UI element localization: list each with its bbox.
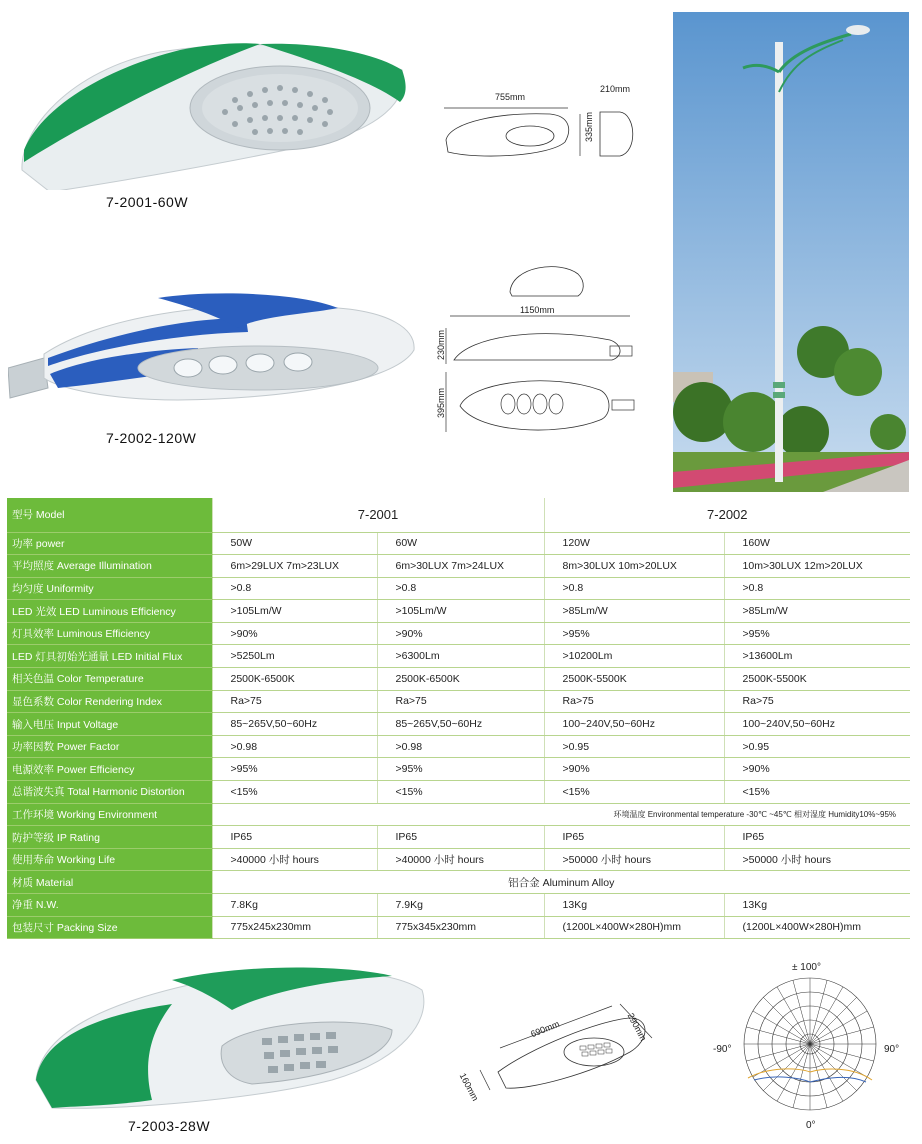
spec-value-7-2001-60w: Ra>75	[377, 690, 544, 713]
dim-p1-width: 210mm	[600, 84, 631, 94]
spec-value-7-2001-50w: 775x245x230mm	[212, 916, 377, 939]
spec-row-label: 总谐波失真 Total Harmonic Distortion	[7, 781, 212, 804]
dim-p2-height: 230mm	[436, 330, 446, 361]
spec-value-7-2002-160w: >50000 小时 hours	[724, 848, 910, 871]
header-group-7-2001: 7-2001	[212, 498, 544, 532]
dim-p1-height: 335mm	[584, 112, 594, 143]
spec-value-7-2002-120w: >90%	[544, 758, 724, 781]
spec-value-7-2002-160w: 2500K-5500K	[724, 668, 910, 691]
spec-value-7-2001-50w: >0.8	[212, 577, 377, 600]
header-group-7-2002: 7-2002	[544, 498, 910, 532]
spec-row	[7, 781, 910, 804]
caption-7-2002: 7-2002-120W	[106, 430, 197, 446]
dimension-drawing-7-2001	[440, 100, 640, 170]
spec-value-7-2002-160w: 100~240V,50~60Hz	[724, 713, 910, 736]
spec-row-label: 均匀度 Uniformity	[7, 577, 212, 600]
spec-value-7-2001-50w: >95%	[212, 758, 377, 781]
spec-value-7-2001-60w: 6m>30LUX 7m>24LUX	[377, 555, 544, 578]
spec-value-7-2001-60w: >90%	[377, 622, 544, 645]
header-label: 型号 Model	[7, 498, 212, 532]
spec-value-7-2001-50w: <15%	[212, 781, 377, 804]
spec-row-label: 相关色温 Color Temperature	[7, 668, 212, 691]
polar-light-distribution	[740, 968, 880, 1124]
dimension-drawing-7-2002	[440, 256, 640, 436]
dim-p1-length: 755mm	[495, 92, 526, 102]
spec-row-label: 平均照度 Average Illumination	[7, 555, 212, 578]
spec-row	[7, 848, 910, 871]
spec-row-label: 显色系数 Color Rendering Index	[7, 690, 212, 713]
spec-row	[7, 622, 910, 645]
spec-value-7-2001-50w: >0.98	[212, 735, 377, 758]
spec-value-7-2002-120w: >50000 小时 hours	[544, 848, 724, 871]
lamp-photo-7-2002	[8, 288, 418, 408]
spec-row	[7, 645, 910, 668]
dim-p3-length: 690mm	[529, 1018, 561, 1040]
spec-row	[7, 871, 910, 894]
spec-value-7-2002-120w: <15%	[544, 781, 724, 804]
spec-value-7-2002-160w: 13Kg	[724, 894, 910, 917]
spec-value-7-2002-160w: >13600Lm	[724, 645, 910, 668]
spec-value-7-2002-120w: >95%	[544, 622, 724, 645]
spec-row-label: 防护等级 IP Rating	[7, 826, 212, 849]
spec-value-7-2001-50w: >5250Lm	[212, 645, 377, 668]
spec-row-label: 材质 Material	[7, 871, 212, 894]
spec-value-7-2002-120w: >0.8	[544, 577, 724, 600]
polar-label-right: 90°	[884, 1044, 900, 1055]
spec-row	[7, 555, 910, 578]
spec-value-7-2001-60w: 60W	[377, 532, 544, 555]
spec-value-7-2002-120w: (1200L×400W×280H)mm	[544, 916, 724, 939]
spec-value-7-2001-60w: 2500K-6500K	[377, 668, 544, 691]
spec-value-7-2002-120w: >10200Lm	[544, 645, 724, 668]
spec-value-7-2001-50w: Ra>75	[212, 690, 377, 713]
spec-row-label: 电源效率 Power Efficiency	[7, 758, 212, 781]
spec-row-label: 使用寿命 Working Life	[7, 848, 212, 871]
spec-value-7-2001-50w: 85~265V,50~60Hz	[212, 713, 377, 736]
spec-value-7-2002-160w: >90%	[724, 758, 910, 781]
spec-value-7-2002-160w: >0.8	[724, 577, 910, 600]
spec-value-7-2001-50w: 6m>29LUX 7m>23LUX	[212, 555, 377, 578]
caption-7-2001: 7-2001-60W	[106, 194, 189, 210]
spec-value-7-2001-60w: >40000 小时 hours	[377, 848, 544, 871]
spec-row-label: 灯具效率 Luminous Efficiency	[7, 622, 212, 645]
spec-value-7-2001-60w: >0.98	[377, 735, 544, 758]
spec-value-7-2001-60w: 775x345x230mm	[377, 916, 544, 939]
spec-row-value-all: 环境温度 Environmental temperature -30℃ ~45℃ 相对湿度 Humidity10%~95%	[212, 803, 910, 826]
spec-row	[7, 577, 910, 600]
spec-value-7-2001-60w: IP65	[377, 826, 544, 849]
spec-value-7-2002-120w: Ra>75	[544, 690, 724, 713]
spec-row	[7, 690, 910, 713]
spec-row-label: LED 灯具初始光通量 LED Initial Flux	[7, 645, 212, 668]
spec-value-7-2001-50w: >105Lm/W	[212, 600, 377, 623]
spec-value-7-2001-50w: >90%	[212, 622, 377, 645]
spec-row-label: 工作环境 Working Environment	[7, 803, 212, 826]
spec-value-7-2001-60w: 7.9Kg	[377, 894, 544, 917]
spec-value-7-2001-50w: IP65	[212, 826, 377, 849]
spec-value-7-2002-160w: >85Lm/W	[724, 600, 910, 623]
dim-p3-width: 290mm	[625, 1011, 649, 1043]
spec-value-7-2002-160w: 160W	[724, 532, 910, 555]
spec-value-7-2002-120w: 13Kg	[544, 894, 724, 917]
spec-value-7-2001-50w: 2500K-6500K	[212, 668, 377, 691]
dim-p3-height: 160mm	[457, 1071, 481, 1103]
spec-value-7-2001-60w: >95%	[377, 758, 544, 781]
spec-row	[7, 668, 910, 691]
spec-row-label: LED 光效 LED Luminous Efficiency	[7, 600, 212, 623]
spec-row-label: 功率因数 Power Factor	[7, 735, 212, 758]
spec-value-7-2002-120w: 8m>30LUX 10m>20LUX	[544, 555, 724, 578]
dim-p2-width: 395mm	[436, 388, 446, 419]
spec-table	[7, 498, 910, 939]
dimension-drawing-7-2003	[470, 990, 670, 1100]
dim-p2-length: 1150mm	[520, 305, 555, 315]
spec-row	[7, 826, 910, 849]
spec-value-7-2002-160w: IP65	[724, 826, 910, 849]
spec-row	[7, 713, 910, 736]
spec-value-7-2002-160w: >0.95	[724, 735, 910, 758]
spec-row-label: 功率 power	[7, 532, 212, 555]
spec-value-7-2002-120w: >85Lm/W	[544, 600, 724, 623]
polar-label-left: -90°	[713, 1044, 732, 1055]
spec-value-7-2001-60w: 85~265V,50~60Hz	[377, 713, 544, 736]
spec-value-7-2002-120w: >0.95	[544, 735, 724, 758]
spec-value-7-2002-160w: Ra>75	[724, 690, 910, 713]
spec-value-7-2001-60w: <15%	[377, 781, 544, 804]
spec-row-label: 包装尺寸 Packing Size	[7, 916, 212, 939]
spec-value-7-2001-60w: >6300Lm	[377, 645, 544, 668]
spec-value-7-2002-120w: 120W	[544, 532, 724, 555]
spec-value-7-2002-120w: 100~240V,50~60Hz	[544, 713, 724, 736]
street-scene-photo	[673, 12, 909, 492]
spec-value-7-2001-60w: >0.8	[377, 577, 544, 600]
spec-row	[7, 803, 910, 826]
lamp-photo-7-2003	[32, 960, 432, 1120]
spec-value-7-2002-120w: 2500K-5500K	[544, 668, 724, 691]
spec-header-row	[7, 498, 910, 532]
spec-value-7-2002-160w: 10m>30LUX 12m>20LUX	[724, 555, 910, 578]
lamp-photo-7-2001	[10, 30, 410, 190]
spec-row	[7, 735, 910, 758]
spec-value-7-2001-50w: 50W	[212, 532, 377, 555]
spec-value-7-2001-60w: >105Lm/W	[377, 600, 544, 623]
polar-label-bottom: 0°	[806, 1120, 816, 1131]
spec-value-7-2002-160w: <15%	[724, 781, 910, 804]
spec-row	[7, 758, 910, 781]
spec-row	[7, 600, 910, 623]
polar-label-top: ± 100°	[792, 962, 821, 973]
spec-row-value-all: 铝合金 Aluminum Alloy	[212, 871, 910, 894]
spec-row	[7, 894, 910, 917]
spec-value-7-2002-160w: (1200L×400W×280H)mm	[724, 916, 910, 939]
spec-value-7-2002-160w: >95%	[724, 622, 910, 645]
spec-value-7-2001-50w: 7.8Kg	[212, 894, 377, 917]
spec-value-7-2002-120w: IP65	[544, 826, 724, 849]
caption-7-2003: 7-2003-28W	[128, 1118, 211, 1134]
spec-row	[7, 916, 910, 939]
spec-value-7-2001-50w: >40000 小时 hours	[212, 848, 377, 871]
spec-row	[7, 532, 910, 555]
spec-row-label: 净重 N.W.	[7, 894, 212, 917]
spec-row-label: 输入电压 Input Voltage	[7, 713, 212, 736]
